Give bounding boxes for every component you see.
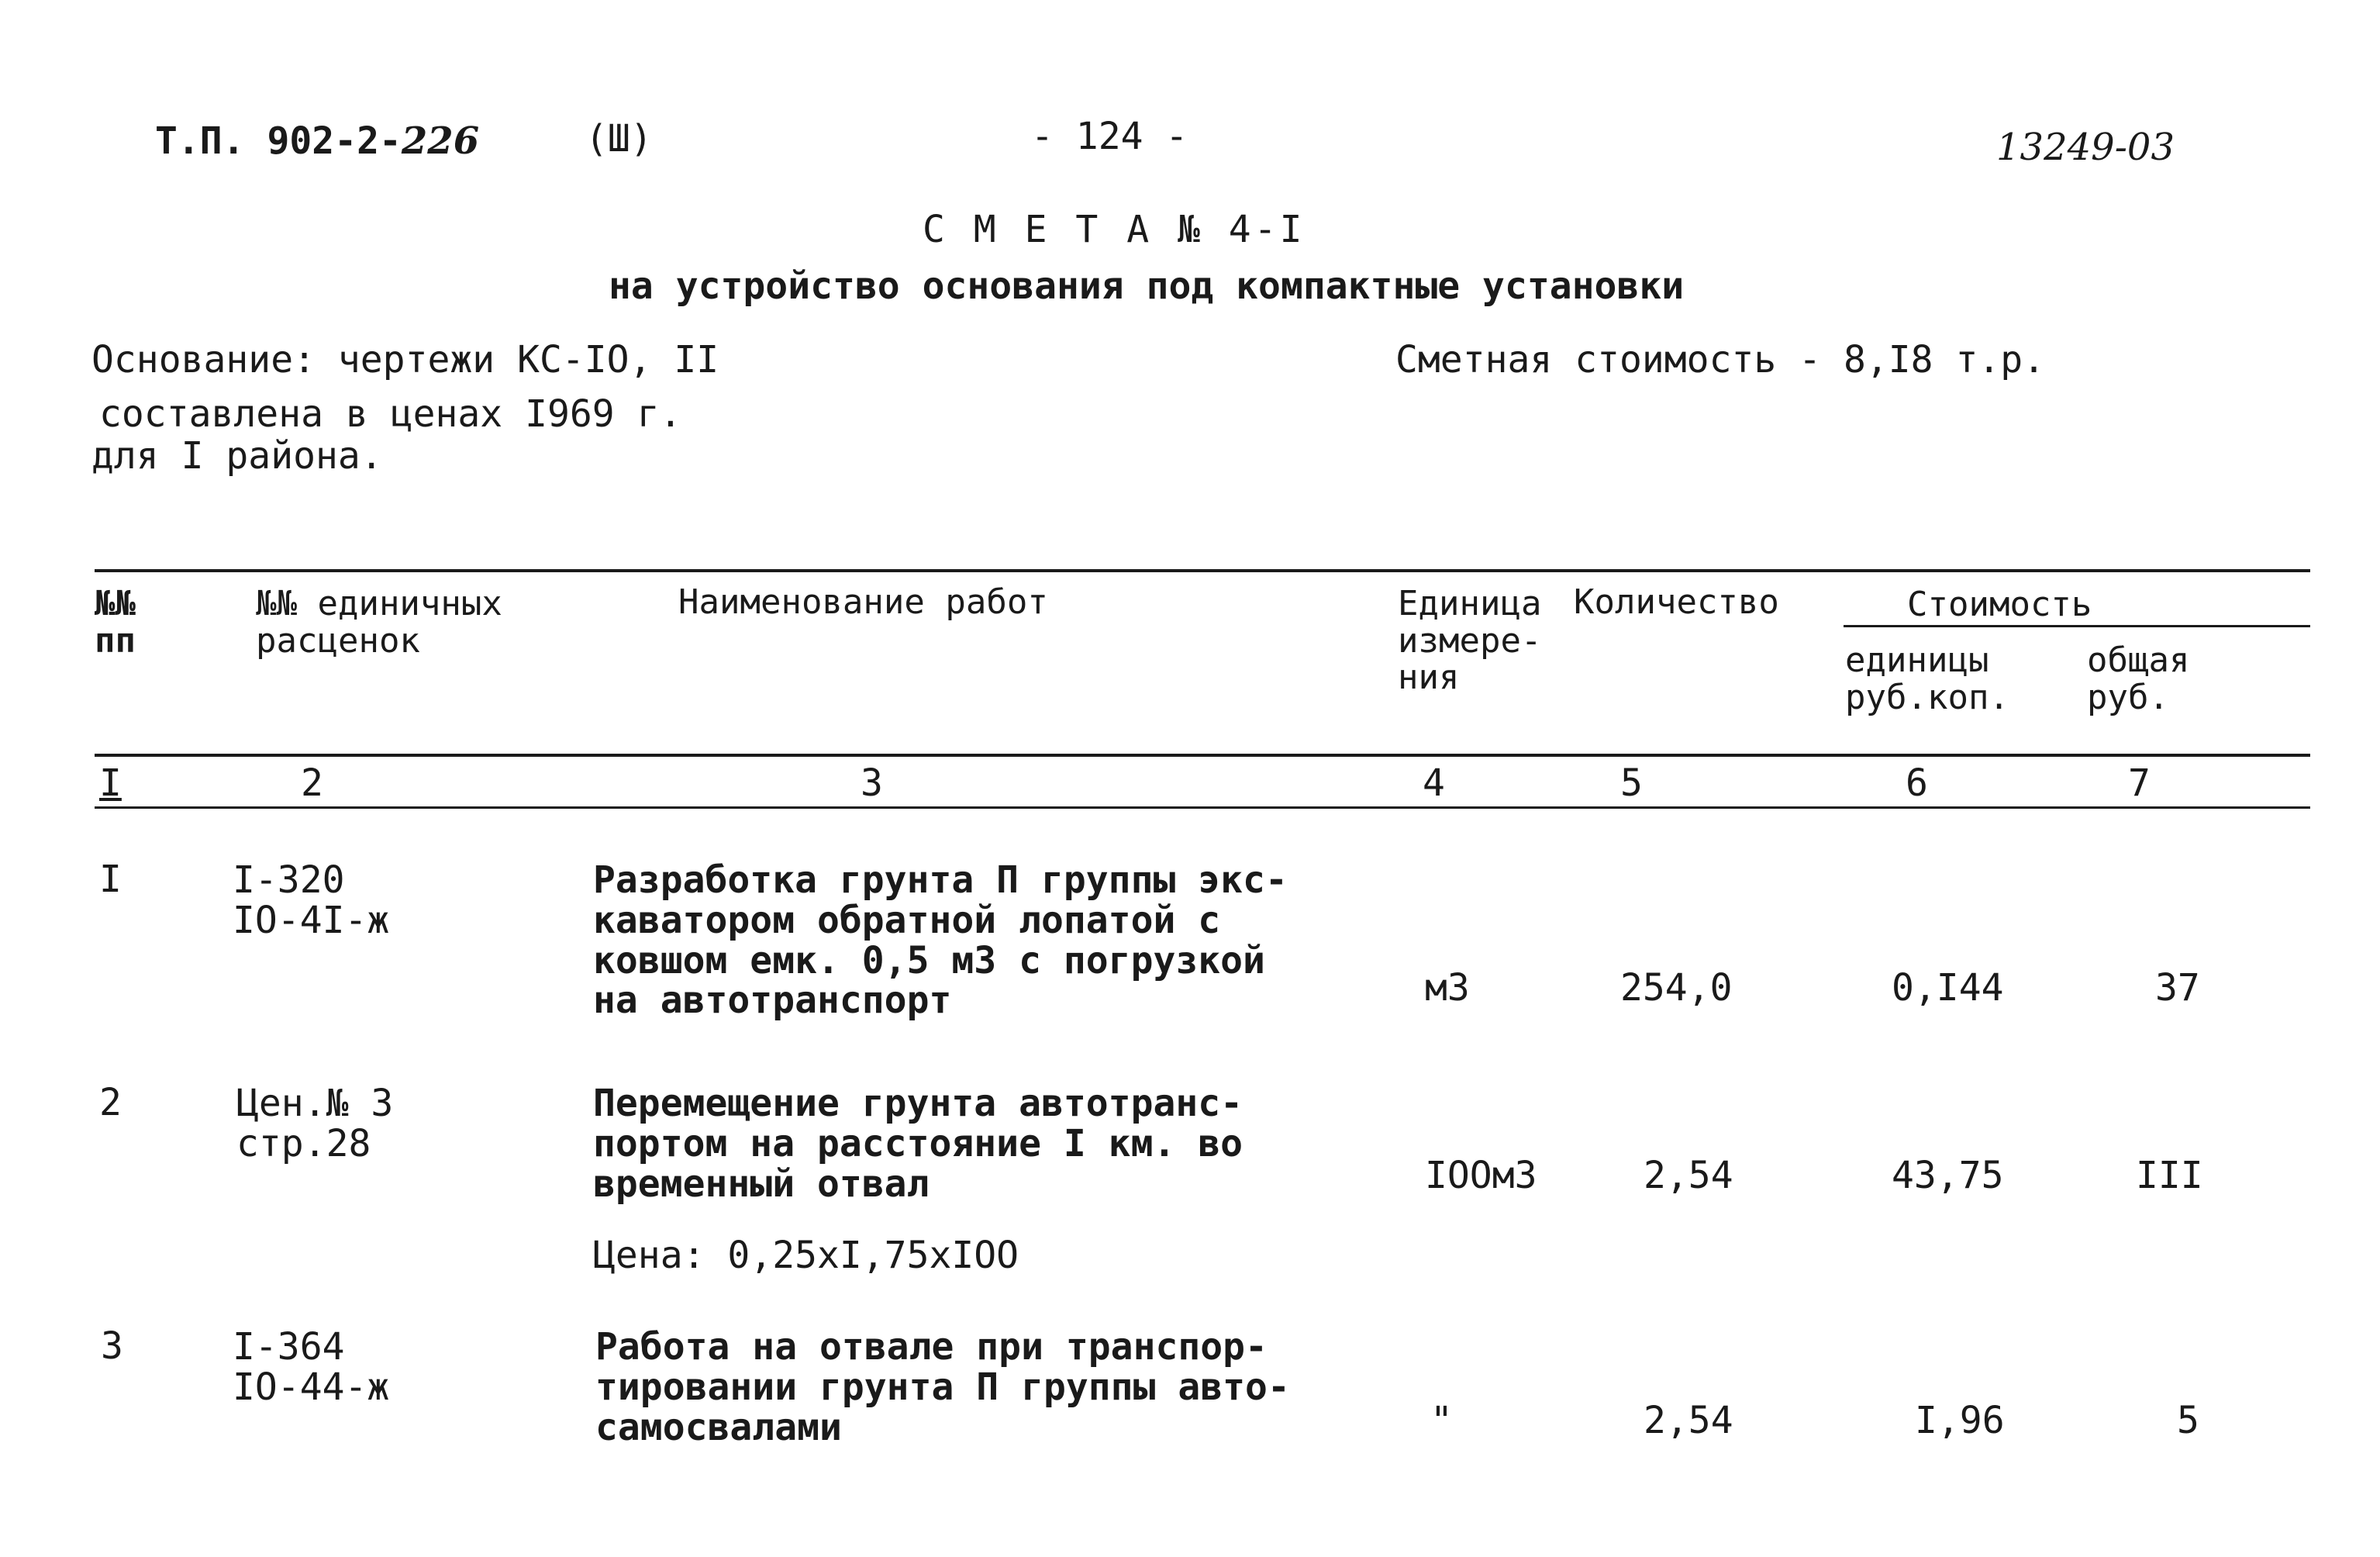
doc-code-handwritten: 226: [401, 119, 480, 163]
doc-code-typed: Т.П. 902-2-: [155, 119, 402, 163]
table-row-1-code: I-320 IO-4I-ж: [233, 858, 390, 942]
column-number-1: I: [99, 761, 122, 805]
table-row-3-quantity: 2,54: [1644, 1399, 1733, 1442]
column-number-5: 5: [1620, 761, 1643, 805]
header-unit: Единица измере- ния: [1398, 584, 1542, 698]
header-quantity: Количество: [1574, 582, 1779, 622]
table-top-rule: [95, 569, 2310, 572]
table-row-3-code: I-364 IO-44-ж: [233, 1325, 390, 1409]
table-row-2-name: Перемещение грунта автотранс- портом на расстояние I км. во временный отвал: [593, 1082, 1243, 1206]
table-row-3-number: 3: [101, 1324, 123, 1368]
table-row-2-unit: IOOм3: [1425, 1154, 1537, 1197]
header-row-number: №№ пп: [95, 584, 136, 661]
table-row-1-unit-cost: 0,I44: [1892, 966, 2004, 1010]
cost-group-rule: [1844, 625, 2310, 627]
table-row-1-number: I: [99, 858, 122, 901]
column-number-7: 7: [2128, 761, 2151, 805]
header-work-name: Наименование работ: [678, 582, 1048, 622]
page-number: - 124 -: [1031, 115, 1188, 158]
table-row-2-code: Цен.№ 3 стр.28: [236, 1082, 394, 1165]
doc-code: [155, 119, 480, 163]
table-row-1-name: Разработка грунта П группы экс- каватором обратной лопатой с ковшом емк. 0,5 м3 с погрузкой на автотранспорт: [593, 858, 1288, 1023]
table-row-2-price-note: Цена: 0,25xI,75xIOO: [593, 1234, 1019, 1277]
table-row-2-total: III: [2136, 1154, 2203, 1197]
column-number-3: 3: [861, 761, 883, 805]
archive-number: 13249-03: [1996, 126, 2175, 169]
table-row-3-total: 5: [2177, 1399, 2199, 1442]
table-row-2-number: 2: [99, 1081, 122, 1124]
column-number-4: 4: [1423, 761, 1445, 805]
document-subtitle: на устройство основания под компактные установки: [609, 264, 1685, 308]
header-rate-codes: №№ единичных расценок: [256, 584, 502, 661]
table-row-2-quantity: 2,54: [1644, 1154, 1733, 1197]
basis-line: Основание: чертежи КС-IO, II: [91, 338, 719, 381]
column-number-2: 2: [301, 761, 323, 805]
table-row-1-quantity: 254,0: [1620, 966, 1733, 1010]
table-row-3-unit-cost: I,96: [1915, 1399, 2005, 1442]
column-number-6: 6: [1906, 761, 1928, 805]
header-cost-group: Стоимость: [1907, 585, 2092, 624]
table-row-3-unit: ": [1430, 1399, 1453, 1442]
header-total-cost: общая руб.: [2087, 640, 2190, 717]
section-marker: (Ш): [585, 117, 653, 161]
prices-line: составлена в ценах I969 г.: [99, 392, 682, 436]
table-row-2-unit-cost: 43,75: [1892, 1154, 2004, 1197]
region-line: для I района.: [91, 434, 383, 478]
document-title: С М Е Т А № 4-I: [923, 208, 1306, 251]
table-row-1-total: 37: [2155, 966, 2200, 1010]
table-row-3-name: Работа на отвале при транспор- тировании грунта П группы авто- самосвалами: [595, 1325, 1290, 1449]
table-row-1-unit: м3: [1425, 966, 1470, 1010]
column-numbers-rule: [95, 806, 2310, 809]
header-bottom-rule: [95, 754, 2310, 757]
header-unit-cost: единицы руб.коп.: [1845, 640, 2009, 717]
estimated-cost: Сметная стоимость - 8,I8 т.р.: [1395, 338, 2046, 381]
